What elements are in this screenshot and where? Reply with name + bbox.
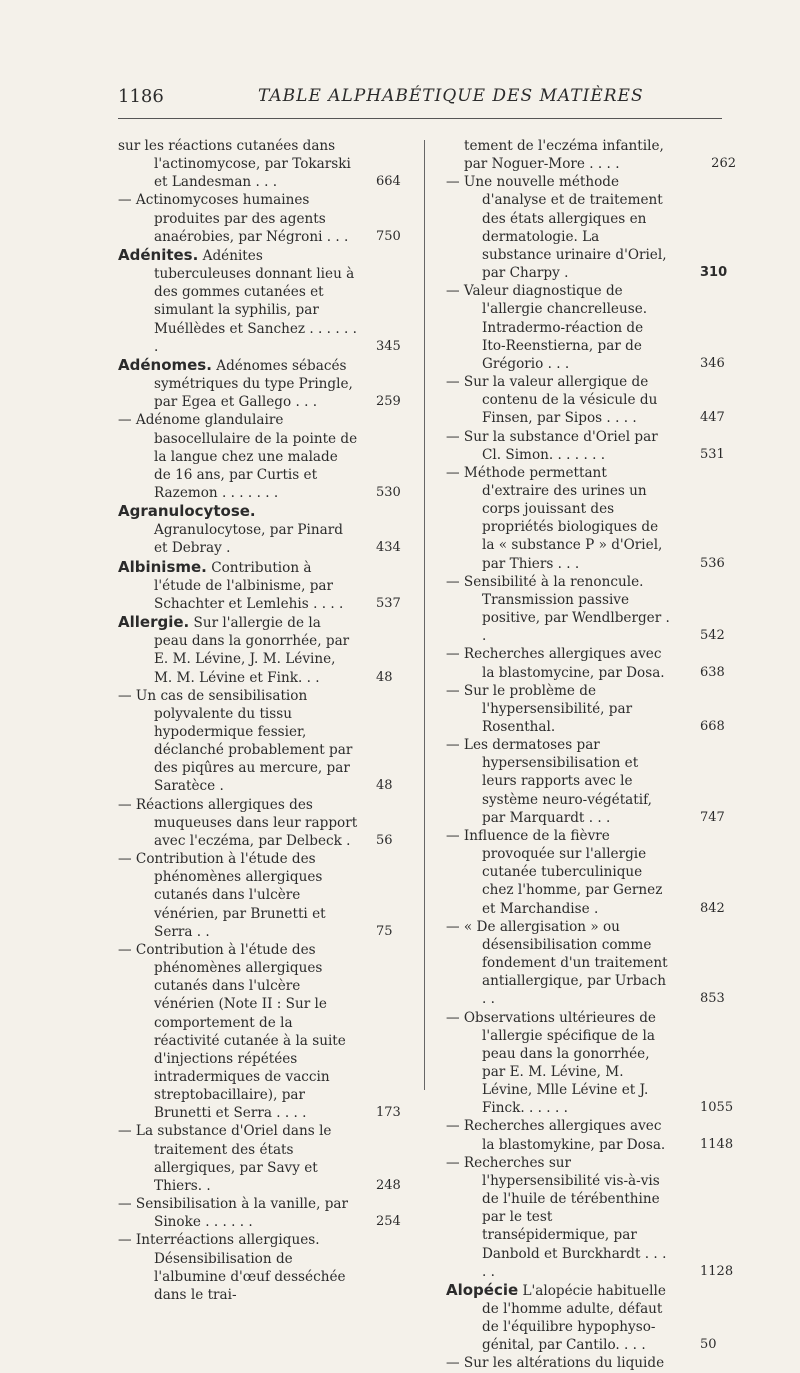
entry-body: — « De allergisation » ou désensibilisation comme fondement d'un traitement antiallergique, par Urbach . . [446,918,668,1008]
index-entry: — Contribution à l'étude des phénomènes allergiques cutanés dans l'ulcère vénérien (Note II : Sur le comportement de la réactivité cutanée à la suite d'injections répétées intradermiques de vaccin streptobacillaire), par Brunetti et Serra . . . . 173 [118,941,406,1123]
entry-body: — Valeur diagnostique de l'allergie chancrelleuse. Intradermo-réaction de Ito-Reenstierna, par de Grégorio . . . [446,283,648,372]
entry-text [446,428,718,464]
index-entry: — Sur la valeur allergique de contenu de la vésicule du Finsen, par Sipos . . . . 447 [446,374,725,427]
entry-heading: Adénites. [118,245,199,264]
right-column [446,137,736,1373]
index-entry: — Adénome glandulaire basocellulaire de la pointe de la langue chez une malade de 16 ans, par Curtis et Razemon . . . . . . . 530 [118,411,406,502]
index-entry: — Sensibilité à la renoncule. Transmission passive positive, par Wendlberger . . 542 [446,573,725,645]
index-entry: — Valeur diagnostique de l'allergie chancrelleuse. Intradermo-réaction de Ito-Reenstierna, par de Grégorio . . . 346 [446,283,725,372]
entry-text [446,282,718,373]
entry-body: — Un cas de sensibilisation polyvalente du tissu hypodermique fessier, déclanché probablement par des piqûres au mercure, par Saratèce . [118,687,353,795]
entry-text [118,502,406,557]
entry-body: — Sur les altérations du liquide [446,1355,665,1372]
entry-heading: Alopécie [446,1280,519,1299]
index-entry: — Méthode permettant d'extraire des urines un corps jouissant des propriétés biologiques de la « substance P » d'Oriel, par Thiers . . . 536 [446,464,725,572]
entry-text [118,687,406,796]
entry-body: — Actinomycoses humaines produites par des agents anaérobies, par Négroni . . . [118,192,349,245]
entry-body: — Contribution à l'étude des phénomènes allergiques cutanés dans l'ulcère vénérien, par Brunetti et Serra . . [118,851,326,940]
entry-text [446,1280,718,1355]
index-entry: Adénomes. Adénomes sébacés symétriques du type Pringle, par Egea et Gallego . . . 259 [118,356,406,411]
entry-text [118,191,406,245]
entry-heading: Adénomes. [118,355,212,374]
entry-text [118,355,406,411]
entry-body: — Recherches allergiques avec la blastomycine, par Dosa. [446,646,665,681]
entry-text [446,736,718,827]
entry-body: — Sensibilisation à la vanille, par Sinoke . . . . . . [118,1196,349,1231]
entry-text [118,796,406,850]
index-entry: Allergie. Sur l'allergie de la peau dans la gonorrhée, par E. M. Lévine, J. M. Lévine, M. M. Lévine et Fink. . . 48 [118,613,406,687]
page-number: 1186 [118,86,164,107]
index-entry: — Contribution à l'étude des phénomènes allergiques cutanés dans l'ulcère vénérien, par Brunetti et Serra . . 75 [118,850,406,941]
entry-text [118,411,406,502]
index-entry: — Actinomycoses humaines produites par des agents anaérobies, par Négroni . . . 750 [118,191,406,245]
entry-body: — Sensibilité à la renoncule. Transmission passive positive, par Wendlberger . . [446,573,670,645]
index-entry: — Un cas de sensibilisation polyvalente du tissu hypodermique fessier, déclanché probablement par des piqûres au mercure, par Saratèce . 48 [118,687,406,796]
index-entry [446,137,736,173]
entry-body: — Adénome glandulaire basocellulaire de la pointe de la langue chez une malade de 16 ans, par Curtis et Razemon . . . . . . . [118,412,358,501]
entry-text [446,373,718,427]
entry-text [464,137,718,173]
entry-text [446,464,718,573]
header-rule [118,118,722,119]
index-entry: — Sur la substance d'Oriel par Cl. Simon. . . . . . . 531 [446,428,725,463]
index-entry: — « De allergisation » ou désensibilisation comme fondement d'un traitement antiallergique, par Urbach . . 853 [446,918,725,1008]
index-entry: — Observations ultérieures de l'allergie spécifique de la peau dans la gonorrhée, par E. M. Lévine, M. Lévine, Mlle Lévine et J. Finck. . . . . . 1055 [446,1009,734,1117]
left-column [118,137,406,1304]
entry-text [446,645,718,681]
entry-body: sur les réactions cutanées dans l'actinomycose, par Tokarski et Landesman . . . [118,138,351,191]
entry-body: Adénites tuberculeuses donnant lieu à des gommes cutanées et simulant la syphilis, par Muéllèdes et Sanchez . . . . . . . [154,247,357,355]
index-entry: — Réactions allergiques des muqueuses dans leur rapport avec l'eczéma, par Delbeck . 56 [118,796,406,850]
index-entry: — Sur le problème de l'hypersensibilité, par Rosenthal. 668 [446,682,725,735]
column-divider [424,140,425,1090]
entry-text [446,682,718,736]
index-entry: — Influence de la fièvre provoquée sur l'allergie cutanée tuberculinique chez l'homme, par Gernez et Marchandise . 842 [446,827,725,917]
entry-body: — La substance d'Oriel dans le traitement des états allergiques, par Savy et Thiers. . [118,1123,332,1194]
index-entry: — Les dermatoses par hypersensibilisation et leurs rapports avec le système neuro-végétatif, par Marquardt . . . 747 [446,737,725,826]
entry-heading: Agranulocytose. [118,502,256,521]
entry-text [118,1122,406,1195]
index-entry: sur les réactions cutanées dans l'actinomycose, par Tokarski et Landesman . . . 664 [118,137,406,191]
entry-text [118,245,406,356]
entry-text [446,1154,718,1281]
entry-body: Agranulocytose, par Pinard et Debray . [154,522,343,557]
index-entry: Alopécie L'alopécie habituelle de l'homme adulte, défaut de l'équilibre hypophyso-génital, par Cantilo. . . . 50 [446,1280,717,1354]
index-entry: — La substance d'Oriel dans le traitement des états allergiques, par Savy et Thiers. . 248 [118,1122,406,1195]
entry-body: — Une nouvelle méthode d'analyse et de traitement des états allergiques en dermatologie. La substance urinaire d'Oriel, par Charpy . [446,174,667,282]
entry-text [446,827,718,918]
entry-text [118,613,406,687]
index-entry [118,1231,406,1304]
entry-text [118,557,406,613]
entry-body: — Recherches sur l'hypersensibilité vis-à-vis de l'huile de térébenthine par le test transépidermique, par Danbold et Burckhardt . . . . . [446,1154,667,1280]
entry-body: — Influence de la fièvre provoquée sur l'allergie cutanée tuberculinique chez l'homme, par Gernez et Marchandise . [446,827,663,917]
index-entry: Agranulocytose. Agranulocytose, par Pinard et Debray . 434 [118,502,406,557]
entry-body: Sur l'allergie de la peau dans la gonorrhée, par E. M. Lévine, J. M. Lévine, M. M. Lévine et Fink. . . [154,615,350,686]
entry-text [446,1009,718,1118]
entry-text [446,1354,718,1372]
entry-text [118,941,406,1123]
entry-body: — Sur la valeur allergique de contenu de la vésicule du Finsen, par Sipos . . . . [446,374,658,427]
entry-text [446,918,718,1009]
entry-heading: Allergie. [118,613,190,632]
index-entry: — Recherches allergiques avec la blastomykine, par Dosa. 1148 [446,1118,734,1153]
entry-page-number: 262 [711,156,736,172]
index-entry: Albinisme. Contribution à l'étude de l'albinisme, par Schachter et Lemlehis . . . . 537 [118,558,406,613]
index-entry: — Recherches allergiques avec la blastomycine, par Dosa. 638 [446,646,725,681]
entry-text [446,573,718,646]
entry-text [118,1231,406,1304]
entry-text [446,1117,718,1153]
entry-body: — Méthode permettant d'extraire des urines un corps jouissant des propriétés biologiques de la « substance P » d'Oriel, par Thiers . . . [446,464,663,572]
entry-text [446,173,718,282]
index-entry: — Recherches sur l'hypersensibilité vis-à-vis de l'huile de térébenthine par le test transépidermique, par Danbold et Burckhardt . . . . . 1128 [446,1154,734,1280]
entry-body: — Observations ultérieures de l'allergie spécifique de la peau dans la gonorrhée, par E. M. Lévine, M. Lévine, Mlle Lévine et J. Finck. . . . . . [446,1009,656,1117]
entry-text [118,137,406,191]
index-entry: — Sensibilisation à la vanille, par Sinoke . . . . . . 254 [118,1195,406,1231]
entry-body: — Contribution à l'étude des phénomènes allergiques cutanés dans l'ulcère vénérien (Note II : Sur le comportement de la réactivité cutanée à la suite d'injections répétées intradermiques de vaccin streptobacillaire), par Brunetti et Serra . . . . [118,941,346,1122]
running-title: TABLE ALPHABÉTIQUE DES MATIÈRES [258,86,644,106]
entry-body: — Sur le problème de l'hypersensibilité, par Rosenthal. [446,682,633,735]
entry-body: — Interréactions allergiques. Désensibilisation de l'albumine d'œuf desséchée dans le trai- [118,1232,346,1303]
entry-body: tement de l'eczéma infantile, par Noguer-More . . . . [464,138,664,173]
entry-text [118,850,406,941]
entry-body: — Recherches allergiques avec la blastomykine, par Dosa. [446,1118,666,1153]
index-entry: Adénites. Adénites tuberculeuses donnant lieu à des gommes cutanées et simulant la syphilis, par Muéllèdes et Sanchez . . . . . . . 345 [118,246,406,356]
entry-body: L'alopécie habituelle de l'homme adulte, défaut de l'équilibre hypophyso-génital, par Cantilo. . . . [482,1282,666,1354]
entry-body: — Sur la substance d'Oriel par Cl. Simon. . . . . . . [446,428,658,463]
entry-body: — Réactions allergiques des muqueuses dans leur rapport avec l'eczéma, par Delbeck . [118,796,358,849]
entry-text [118,1195,406,1231]
entry-heading: Albinisme. [118,557,207,576]
entry-body: Contribution à l'étude de l'albinisme, par Schachter et Lemlehis . . . . [154,559,344,612]
page-header [118,86,722,120]
entry-body: Adénomes sébacés symétriques du type Pringle, par Egea et Gallego . . . [154,357,353,411]
entry-body: — Les dermatoses par hypersensibilisation et leurs rapports avec le système neuro-végétatif, par Marquardt . . . [446,737,652,826]
index-entry: — Une nouvelle méthode d'analyse et de traitement des états allergiques en dermatologie. La substance urinaire d'Oriel, par Charpy . 310 [446,174,728,282]
index-entry [446,1354,718,1372]
